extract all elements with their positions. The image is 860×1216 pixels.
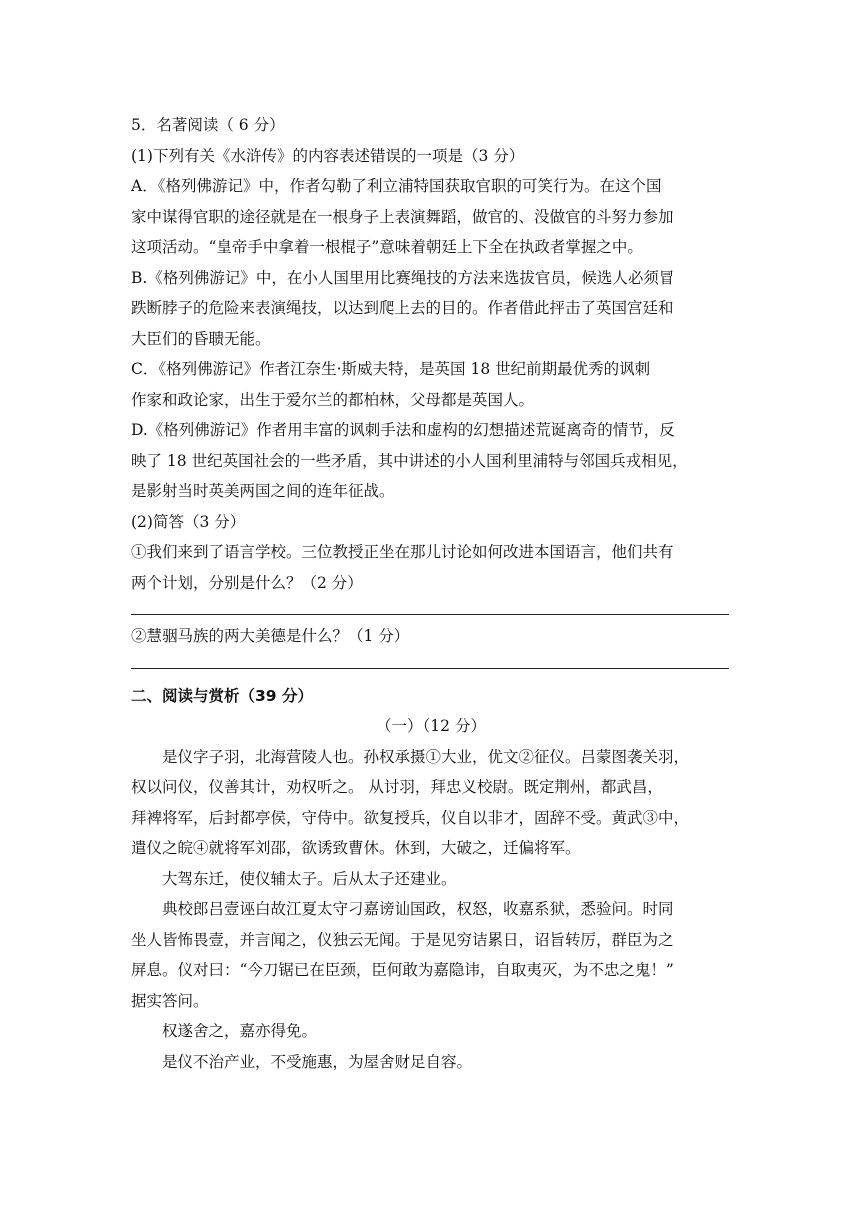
passage-paragraph-2: 大驾东迁，使仪辅太子。后从太子还建业。 [162, 869, 457, 888]
question-2-stem: (2)简答（3 分） [131, 512, 246, 531]
answer-line-2[interactable] [131, 668, 729, 669]
passage-paragraph-3 [131, 894, 731, 1016]
option-d-line: 映了 18 世纪英国社会的一些矛盾，其中讲述的小人国利里浦特与邻国兵戎相见， [131, 451, 688, 470]
passage-paragraph-1 [131, 742, 731, 864]
passage-line: 屏息。仪对曰：“今刀锯已在臣颈，臣何敢为嘉隐讳，自取夷灭，为不忠之鬼！” [131, 961, 674, 979]
passage-1-heading: （一）（12 分） [376, 717, 486, 735]
option-b-line: 跌断脖子的危险来表演绳技，以达到爬上去的目的。作者借此抨击了英国宫廷和 [131, 299, 674, 317]
option-c-line: 作家和政论家，出生于爱尔兰的都柏林，父母都是英国人。 [131, 390, 535, 409]
option-b-line: B.《格列佛游记》中，在小人国里用比赛绳技的方法来选拔官员，候选人必须冒 [131, 268, 675, 287]
question-1-stem: (1)下列有关《水浒传》的内容表述错误的一项是（3 分） [131, 146, 525, 165]
passage-line: 典校郎吕壹诬白故江夏太守刁嘉谤讪国政，权怒，收嘉系狱，悉验问。时同 [162, 900, 674, 918]
passage-line: 坐人皆怖畏壹，并言闻之，仪独云无闻。于是见穷诘累日，诏旨转厉，群臣为之 [131, 930, 674, 949]
question-2-1-line: 两个计划，分别是什么？（2 分） [131, 573, 363, 592]
answer-line-1[interactable] [131, 614, 729, 615]
passage-paragraph-5: 是仪不治产业，不受施惠，为屋舍财足自容。 [162, 1052, 473, 1071]
option-d-line: D.《格列佛游记》作者用丰富的讽刺手法和虚构的幻想描述荒诞离奇的情节，反 [131, 421, 675, 439]
option-d-line: 是影射当时英美两国之间的连年征战。 [131, 482, 395, 500]
question-2-2: ②慧骃马族的两大美德是什么？（1 分） [131, 627, 410, 645]
option-d [131, 415, 731, 507]
option-c-line: C．《格列佛游记》作者江奈生·斯威夫特，是英国 18 世纪前期最优秀的讽刺 [131, 360, 651, 378]
question-2-1-line: ①我们来到了语言学校。三位教授正坐在那儿讨论如何改进本国语言，他们共有 [131, 543, 674, 561]
option-b [131, 263, 731, 355]
option-c [131, 354, 731, 415]
option-b-line: 大臣们的昏聩无能。 [131, 329, 271, 348]
question-2-1 [131, 537, 731, 598]
passage-line: 是仪字子羽，北海营陵人也。孙权承摄①大业，优文②征仪。吕蒙图袭关羽， [162, 747, 690, 766]
option-a-line: 家中谋得官职的途径就是在一根身子上表演舞蹈，做官的、没做官的斗努力参加 [131, 207, 674, 226]
page-content [131, 110, 731, 1077]
passage-line: 拜裨将军，后封都亭侯，守侍中。欲复授兵，仪自以非才，固辞不受。黄武③中， [131, 808, 690, 827]
option-a-line: 这项活动。“皇帝手中拿着一根棍子”意味着朝廷上下全在执政者掌握之中。 [131, 238, 643, 256]
passage-line: 遣仪之皖④就将军刘邵，欲诱致曹休。休到，大破之，迁偏将军。 [131, 839, 581, 857]
passage-line: 权以问仪，仪善其计，劝权听之。 从讨羽，拜忠义校尉。既定荆州，都武昌， [131, 778, 663, 796]
section-5-heading: 5．名著阅读（ 6 分） [131, 116, 285, 134]
part-2-heading: 二、阅读与赏析（39 分） [131, 686, 313, 705]
passage-line: 据实答问。 [131, 991, 209, 1010]
passage-paragraph-4: 权遂舍之，嘉亦得免。 [162, 1022, 318, 1040]
option-a-line: A．《格列佛游记》中，作者勾勒了利立浦特国获取官职的可笑行为。在这个国 [131, 177, 662, 195]
option-a [131, 171, 731, 263]
